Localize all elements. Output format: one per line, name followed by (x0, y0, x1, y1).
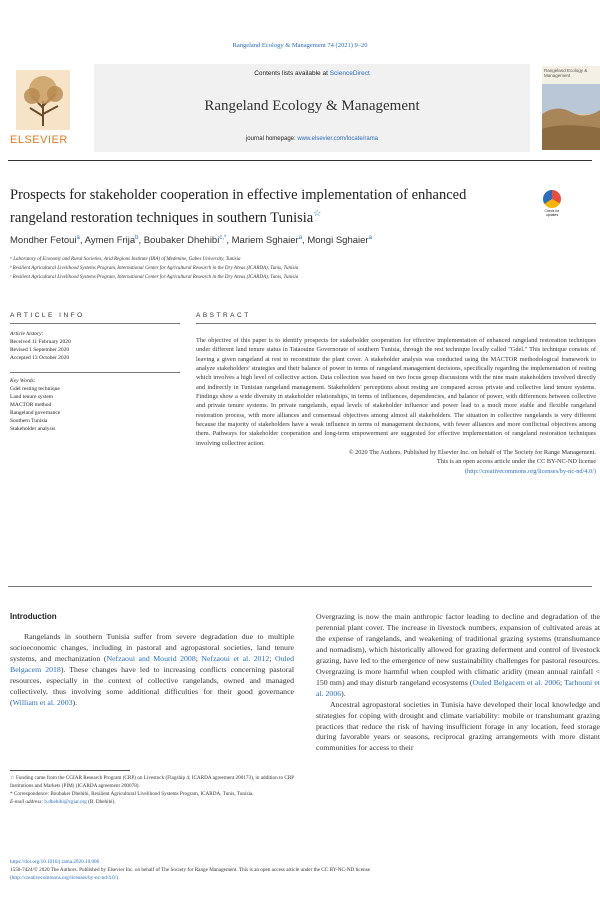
citation-link[interactable]: Nefzaoui and Mourid 2008 (106, 653, 196, 663)
affiliation-a: ᵃ Laboratory of Economy and Rural Societies, Arid Regions Institute (IRA) of Medenine, Gabes University, Tunisia (10, 257, 241, 262)
cover-title: Rangeland Ecology & Management (542, 66, 600, 84)
homepage-prefix: journal homepage: (245, 136, 298, 142)
history-received: Received 11 February 2020 (10, 339, 71, 345)
citation-link[interactable]: Nefzaoui et al. 2012 (201, 653, 270, 663)
author[interactable]: Mariem Sghaier$^a$, (231, 235, 308, 247)
abstract-text: The objective of this paper is to identify prospects for stakeholder cooperation for effective implementation of enhanced rangeland restoration techniques under different land tenure status in Tataouine Governorate of southern Tunisia, through the rest technique locally called "Gdel." This technique consists of leaving a given rangeland at rest to reconstitute the plant cover. A stakeholder analysis was conducted using the MACTOR methodological framework to analyze stakeholders' strategies and their balance of power in terms of rangeland management decisions, specifically regarding the implementation of resting which involves a high level of collective action. Data collection was based on two focus group discussions with the nine main stakeholders involved directly and indirectly in Tunisian rangeland management. Stakeholders' perceptions about resting are compared across private and collective land tenure systems. Findings show a wide diversity in stakeholder relationships, in terms of influences, dependencies, and balance of power, with differences between collective and private tenure systems. In private rangelands, equal levels of stakeholder influence and power lead to a much more stable and flexible rangeland restoration process, with more alliances and consensual objectives among almost all stakeholders. The situation in collective rangelands is very different because the majority of stakeholders have a weak influence in terms of management decisions, with fewer alliances and more conflictual objectives among them. Pathways for stakeholder cooperation and long-term empowerment are suggested for effective implementation of rangeland restoration techniques involving collective action. (196, 337, 596, 447)
sciencedirect-link[interactable]: ScienceDirect (329, 70, 370, 77)
keyword: Gdel resting technique (10, 386, 60, 392)
contents-line (94, 70, 530, 77)
email-footnote: E-mail address: b.dhehibi@cgiar.org (B. Dhehibi). (10, 799, 116, 805)
intro-left-column (10, 632, 294, 709)
history-accepted: Accepted 13 October 2020 (10, 355, 70, 361)
abstract-heading: ABSTRACT (196, 312, 251, 319)
title-footnote-mark[interactable]: ☆ (313, 208, 322, 218)
author[interactable]: Mondher Fetoui$^a$, (10, 235, 85, 247)
doi-link[interactable]: https://doi.org/10.1016/j.rama.2020.10.006 (10, 859, 100, 865)
citation-link[interactable]: Ouled Belgacem 2018 (10, 653, 294, 674)
footnote-divider (10, 770, 130, 771)
history-revised: Revised 1 September 2020 (10, 347, 70, 353)
contents-prefix: Contents lists available at (254, 70, 330, 77)
keywords-divider (10, 372, 180, 373)
article-title-text: Prospects for stakeholder cooperation in effective implementation of enhanced rangeland restoration techniques in southern Tunisia (10, 187, 467, 226)
elsevier-wordmark: ELSEVIER (10, 134, 68, 146)
history-label: Article history: (10, 331, 44, 337)
keyword: Rangeland governance (10, 410, 61, 416)
journal-banner (94, 64, 530, 152)
intro-right-column (316, 612, 600, 754)
affiliation-b: ᵇ Resilient Agricultural Livelihood Systems Program, International Center for Agricultural Research in the Dry Areas (ICARDA), Tunis, Tunisia (10, 266, 299, 271)
abstract-body (196, 336, 596, 476)
article-info-heading: ARTICLE INFO (10, 312, 85, 319)
keywords-label: Key Words: (10, 378, 36, 384)
check-updates-icon (543, 190, 561, 208)
keyword: Southern Tunisia (10, 418, 48, 424)
intro-paragraph-2: Overgrazing is now the main anthropic factor leading to decline and degradation of the perennial plant cover. The increase in livestock numbers, expansion of cultivated areas at the expense of rangelands, and weakening of traditional grazing systems (transhumance and nomadism), which historically allowed for grazing deferment and control of livestock grazing, have led to the emergence of new sustainability challenges for pastoral resources. Overgrazing is more harmful when coupled with climatic aridity (mean annual rainfall < 150 mm) and may disturb rangeland ecosystems (Ouled Belgacem et al. 2006; Tarhouni et al. 2006). (316, 612, 600, 698)
introduction-heading: Introduction (10, 612, 57, 621)
copyright-block (196, 448, 596, 476)
article-title (10, 186, 525, 227)
author[interactable]: Boubaker Dhehibi$^{c,*}$, (143, 235, 232, 247)
article-info (10, 330, 160, 433)
intro-paragraph-3: Ancestral agropastoral societies in Tunisia have developed their local knowledge and strategies for coping with drought and climate variability: mobile or transhumant grazing practices that reduce the risk of having insufficient forage in any location, feed storage during favorable years or seasons, reciprocal grazing arrangements with more distant communities for access to their (316, 699, 600, 753)
license-link[interactable]: (http://creativecommons.org/licenses/by-nc-nd/4.0/) (464, 467, 596, 475)
intro-paragraph-1: Rangelands in southern Tunisia suffer from severe degradation due to multiple socioeconomic changes, including in pastoral and agropastoral societies, land tenure systems, and mechanization (Nefzaoui and Mourid 2008; Nefzaoui et al. 2012; Ouled Belgacem 2018). These changes have led to increasing conflicts concerning pastoral resources, especially in the context of collective rangelands, owned and managed collectively, thus involving some additional difficulties for their good governance (William et al. 2003). (10, 632, 294, 707)
author[interactable]: Aymen Frija$^b$, (84, 235, 144, 247)
citation-link[interactable]: William et al. 2003 (12, 697, 73, 707)
check-for-updates-button[interactable] (540, 190, 564, 220)
cover-landscape-icon (542, 84, 600, 150)
issn-line: 1550-7424/© 2020 The Authors. Published by Elsevier Inc. on behalf of The Society for Range Management. This is an open access article under the CC BY-NC-ND license (10, 867, 370, 873)
homepage-link[interactable]: www.elsevier.com/locate/rama (297, 136, 379, 142)
info-divider (10, 323, 180, 324)
journal-cover-thumbnail[interactable] (542, 66, 600, 150)
masthead-divider (8, 160, 592, 161)
affiliation-c: ᶜ Resilient Agricultural Livelihood Systems Program, International Center for Agricultural Research in the Dry Areas (ICARDA), Tunis, Tunisia (10, 275, 299, 280)
masthead (8, 62, 600, 156)
keyword: Stakeholder analysis (10, 426, 56, 432)
license-line: This is an open access article under the CC BY-NC-ND license (436, 458, 596, 466)
footnotes (10, 774, 294, 806)
abstract-divider (196, 323, 596, 324)
copyright-line: © 2020 The Authors. Published by Elsevier Inc. on behalf of The Society for Range Management. (348, 449, 596, 457)
footer-license-link[interactable]: (http://creativecommons.org/licenses/by-nc-nd/4.0/) (10, 875, 118, 881)
page-footer (10, 858, 600, 882)
abstract-end-divider (8, 586, 592, 587)
citation-link[interactable]: Tarhouni et al. 2006 (316, 677, 600, 698)
homepage-line (94, 136, 530, 142)
author-list (10, 235, 595, 246)
author[interactable]: Mongi Sghaier$^a$ (307, 235, 372, 247)
check-updates-label: Check for updates (544, 209, 560, 217)
keyword: Land tenure system (10, 394, 54, 400)
email-link[interactable]: b.dhehibi@cgiar.org (44, 799, 87, 805)
correspondence-footnote: * Correspondence: Boubaker Dhehibi, Resilient Agricultural Livelihood Systems Program, ICARDA, Tunis, Tunisia. (10, 791, 254, 797)
keyword: MACTOR method (10, 402, 52, 408)
citation-link[interactable]: Ouled Belgacem et al. 2006 (472, 677, 561, 687)
funding-footnote: ☆ Funding came from the CGIAR Research Program (CRP) on Livestock (Flagship 4; ICARDA agreement 200173), in addition to CRP Institutions and Markets (PIM) (ICARDA agreement 200078). (10, 775, 294, 789)
affiliations (10, 255, 595, 282)
running-head[interactable]: Rangeland Ecology & Management 74 (2021) 9–20 (232, 42, 368, 49)
journal-title: Rangeland Ecology & Management (204, 98, 420, 114)
